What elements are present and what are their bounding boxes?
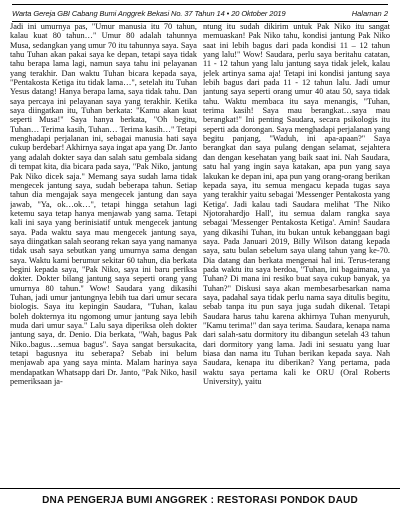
left-column (10, 22, 197, 484)
body-columns (10, 22, 390, 484)
right-column-text: ntung itu sudah dikirim untuk Pak Niko itu sangat memuaskan! Pak Niko tahu, kondisi jantung Pak Niko saat ini lebih bagus dari pada kondisi 11 – 12 tahun yang lalu!" Wow! Saudara, perlu saya beritahu catatan, 11 - 12 tahun yang lalu jantung saya tidak jelek, kalau jelek artinya sama aja! Tetapi ini kondisi jantung saya lebih bagus dari pada 11 - 12 tahun lalu. Jadi umur jantung saya seperti orang umur 40 atau 50, saya tidak tahu. Waktu membaca itu saya menangis, "Tuhan, terima kasih! Saya mau berangkat…saya mau berangkat!" Ini penting Saudara, secara psikologis itu seperti ada dorongan. Saya menghadapi perjalanan yang begitu panjang, "Waduh, ini apa-apaan?" Saya berangkat dan saya pulang dengan selamat, sejahtera dan dengan kesehatan yang baik saat ini. Nah Saudara, satu hal yang ingin saya katakan, apa pun yang saya lakukan ke depan ini, apa pun yang orang-orang berikan kepada saya, itu semua mengacu kepada tugas saya yang terakhir yaitu sebagai 'Messenger Pentakosta yang Ketiga'. Jadi kalau tadi Saudara melihat 'The Niko Njotorahardjo Hall', itu semua dalam rangka saya sebagai 'Messenger Pentakosta Ketiga'. Amin! Saudara yang dikasihi Tuhan, itu bukan untuk kebanggaan bagi saya. Pada Januari 2019, Billy Wilson datang kepada saya, satu bulan sebelum saya ulang tahun yang ke-70. Dia datang dan berkata mengenai hal ini. Terus-terang pada waktu itu saya berdoa, "Tuhan, ini bagaimana, ya Tuhan? Di mana ini resiko buat saya cukup banyak, ya Tuhan?" Diskusi saya akan membesarbesarkan nama saya, padahal saya tidak perlu nama saya ditulis begitu, sebab tanpa itu pun saya juga sudah dikenal. Tetapi Saudara harus tahu karena akhirnya Tuhan menyuruh, "Kamu terima!" dan saya terima. Saudara, kenapa nama dari salah-satu dormitory itu dibangun setelah 43 tahun dari dormitory yang lama. Jadi ini sesuatu yang luar biasa dan nama itu Tuhan berikan kepada saya. Nah Saudara, kenapa itu diberikan? Yang pertama, pada waktu saya pertama kali ke ORU (Oral Roberts University), yaitu (203, 22, 390, 387)
page-header (12, 4, 388, 22)
footer-text: DNA PENGERJA BUMI ANGGREK : RESTORASI PONDOK DAUD (42, 494, 358, 506)
right-column (203, 22, 390, 484)
header-publication-info: Warta Gereja GBI Cabang Bumi Anggrek Bekasi No. 37 Tahun 14 • 20 Oktober 2019 (12, 8, 286, 18)
page-footer (0, 488, 400, 511)
left-column-text: Jadi ini umurnya pas, "Umur manusia itu 70 tahun, kalau kuat 80 tahun…" Umur 80 adalah tahunnya Musa, sedangkan yang umur 70 itu tahunnya saya. Saya tahu Tuhan akan pakai saya ke depan, tetapi saya tidak tahu berapa lama lagi, namun saya tahu ini pelayanan yang terakhir. Dan waktu Tuhan bicara kepada saya, "Pentakosta Ketiga itu tidak lama…", setelah itu Tuhan Yesus datang! Hanya berapa lama, saya tidak tahu. Dan saya percaya ini pelayanan saya yang terakhir. Ketika saya diingatkan itu, Tuhan berkata: "Kamu akan kuat seperti Musa!" Saya hanya berkata, "Oh begitu, Tuhan… Terima kasih, Tuhan… Terima kasih…" Tetapi menghadapi perjalanan ini, sebagai manusia hati saya cukup berdebar! Akhirnya saya ingat apa yang Dr. Janto yang adalah dokter saya dan salah satu gembala sidang di tempat kita, dia bicara pada saya, "Pak Niko, jantung Pak Niko dicek saja." Memang saya sudah lama tidak mengecek jantung saya, sudah beberapa tahun. Setiap tahun dia mengajak saya mengecek jantung dan saya jawab, "Ya, ok…ok…", tetapi hingga setahun lagi ketemu saya tetap hanya menjawab yang sama. Tetapi kali ini saya yang berinisiatif untuk mengecek jantung saya. Pada waktu saya mau mengecek jantung saya, saya diingatkan salah seorang rekan saya yang namanya tidak usah saya sebutkan yang umurnya sama dengan saya. Waktu kami berumur sekitar 60 tahun, dia berkata begini kepada saya, "Pak Niko, saya ini baru periksa dokter. Dokter bilang jantung saya seperti orang yang umurnya 80 tahun." Wow! Saudara yang dikasihi Tuhan, jadi umur jantungnya lebih tua dari umur secara biologis. Saya itu kepingin Saudara, "Tuhan, kalau boleh dokternya itu ngomong umur jantung saya lebih muda dari umur saya." Lalu saya diperiksa oleh dokter jantung saya, dr. Denio. Dia berkata, "Wah, bagus Pak Niko..bagus…semua bagus". Saya sangat bersukacita, tetapi bagusnya itu seberapa? Sebab ini belum menjawab apa yang saya minta. Malam harinya saya mendapatkan Whatsapp dari Dr. Janto, "Pak Niko, hasil pemeriksaan ja- (10, 22, 197, 387)
header-page-number: Halaman 2 (351, 8, 388, 18)
